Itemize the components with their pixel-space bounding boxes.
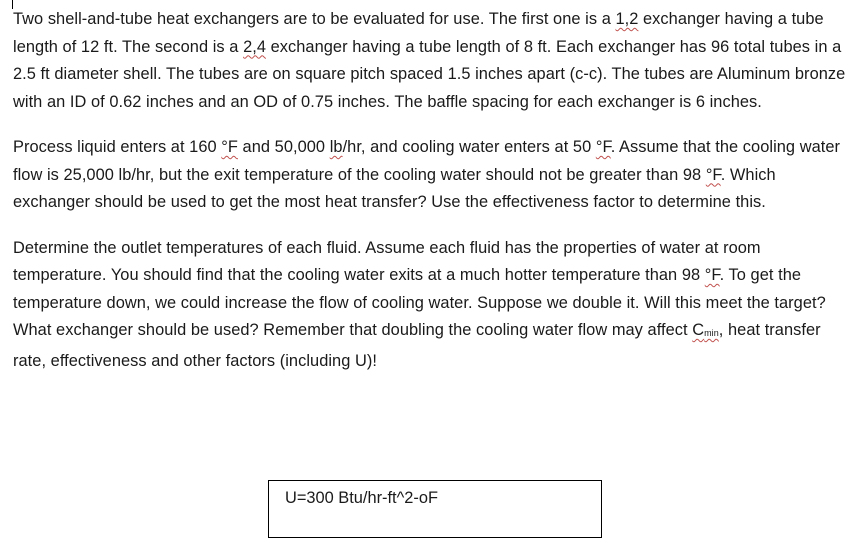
paragraph-outlet-temperatures [13,235,855,376]
paragraph2-text: Process liquid enters at 160 [13,138,222,156]
u-value-text: U=300 Btu/hr-ft^2-oF [285,489,438,507]
paragraph3-text: , heat transfer rate, effectiveness and other factors (including U)! [13,321,821,370]
unit-fahrenheit: °F [595,138,611,156]
paragraph2-text: and 50,000 [237,138,330,156]
cmin-symbol [692,321,719,339]
cmin-subscript: min [704,328,719,338]
paragraph3-text: . To get the temperature down, we could increase the flow of cooling water. Suppose we double it. Will this meet the target? What exchanger should be used? Remember that doubling the cooling water flow may affect [13,266,826,339]
unit-pound: lb [329,138,343,156]
unit-fahrenheit: °F [704,266,720,284]
paragraph3-text: Determine the outlet temperatures of each fluid. Assume each fluid has the properties of water at room temperature. You should find that the cooling water exits at a much hotter temperature than 98 [13,238,761,284]
exchanger-config-1-2: 1,2 [615,10,639,28]
paragraph1-text: exchanger having a tube length of 8 ft. Each exchanger has 96 total tubes in a 2.5 ft diameter shell. The tubes are on square pitch spaced 1.5 inches apart (c-c). The tubes are Aluminum bronze with an ID of 0.62 inches and an OD of 0.75 inches. The baffle spacing for each exchanger is 6 inches. [13,37,846,111]
unit-fahrenheit: °F [221,138,238,156]
paragraph-problem-setup [13,6,855,116]
paragraph1-text: exchanger having a tube length of 12 ft. The second is a [13,10,824,56]
paragraph1-text: Two shell-and-tube heat exchangers are to be evaluated for use. The first one is a [13,10,616,28]
paragraph-process-conditions [13,134,855,217]
document-body [13,6,855,375]
u-value-textbox [268,480,602,538]
paragraph2-text: . Assume that the cooling water flow is 25,000 lb/hr, but the exit temperature of the cooling water should not be greater than 98 [13,138,841,184]
cmin-letter: C [692,321,705,339]
unit-fahrenheit: °F [705,165,721,184]
paragraph2-text: . Which exchanger should be used to get the most heat transfer? Use the effectiveness factor to determine this. [13,165,776,211]
paragraph2-text: /hr, and cooling water enters at 50 [342,138,596,156]
exchanger-config-2-4: 2,4 [243,37,266,56]
